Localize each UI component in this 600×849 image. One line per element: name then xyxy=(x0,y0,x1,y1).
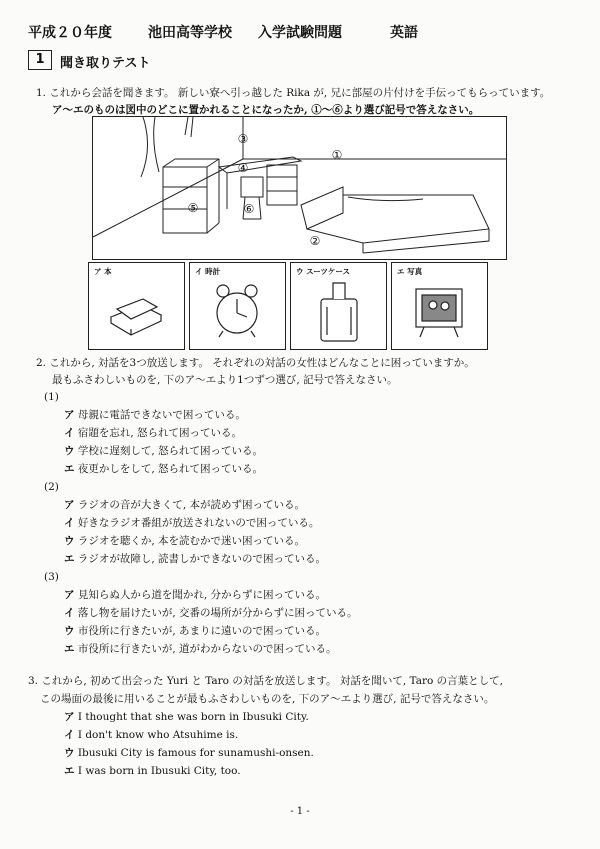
suitcase-icon xyxy=(291,277,386,347)
q2-instruction-2: 最もふさわしいものを, 下のア～エより1つずつ選び, 記号で答えなさい。 xyxy=(52,374,398,386)
q2-3-option-a: ア 見知らぬ人から道を聞かれ, 分からずに困っている。 xyxy=(64,589,327,601)
q2-group-3-number: (3) xyxy=(44,571,59,583)
page-number: - 1 - xyxy=(290,806,310,817)
position-marker-6: ⑥ xyxy=(243,202,255,216)
q2-2-option-a: ア ラジオの音が大きくて, 本が読めず困っている。 xyxy=(64,499,306,511)
q1-instruction-1: 1. これから会話を聞きます。 新しい寮へ引っ越した Rika が, 兄に部屋の片付けを手伝ってもらっています。 xyxy=(36,87,551,99)
q2-1-option-a: ア 母親に電話できないで困っている。 xyxy=(64,409,246,421)
q1-instruction-2: ア～エのものは図中のどこに置かれることになったか, ①～⑥より選び記号で答えなさい。 xyxy=(52,104,480,116)
subject-name: 英語 xyxy=(390,25,418,41)
q2-3-option-c: ウ 市役所に行きたいが, あまりに遠いので困っている。 xyxy=(64,625,327,637)
position-marker-1: ① xyxy=(331,148,343,162)
position-marker-2: ② xyxy=(309,234,321,248)
exam-year: 平成２０年度 xyxy=(28,25,112,41)
school-name: 池田高等学校 xyxy=(148,25,232,41)
room-illustration xyxy=(92,116,507,260)
section-number: 1 xyxy=(28,50,52,70)
item-card-books xyxy=(88,262,185,350)
q2-instruction-1: 2. これから, 対話を3つ放送します。 それぞれの対話の女性はどんなことに困っていますか。 xyxy=(36,357,475,369)
alarm-clock-icon xyxy=(190,277,285,347)
q3-option-d: エ I was born in Ibusuki City, too. xyxy=(64,765,241,777)
books-icon xyxy=(89,277,184,347)
q3-instruction-1: 3. これから, 初めて出会った Yuri と Taro の対話を放送します。 対話を聞いて, Taro の言葉として, xyxy=(28,675,503,687)
item-card-suitcase xyxy=(290,262,387,350)
position-marker-5: ⑤ xyxy=(187,201,199,215)
room-drawing xyxy=(93,117,506,259)
item-label-books: ア 本 xyxy=(94,267,112,276)
q2-1-option-c: ウ 学校に遅刻して, 怒られて困っている。 xyxy=(64,445,264,457)
q3-option-a: ア I thought that she was born in Ibusuki City. xyxy=(64,711,309,723)
item-label-clock: イ 時計 xyxy=(195,267,221,276)
q2-3-option-d: エ 市役所に行きたいが, 道がわからないので困っている。 xyxy=(64,643,337,655)
position-marker-3: ③ xyxy=(237,132,249,146)
section-title: 聞き取りテスト xyxy=(60,56,151,71)
q2-2-option-d: エ ラジオが故障し, 読書しかできないので困っている。 xyxy=(64,553,327,565)
exam-title: 入学試験問題 xyxy=(258,25,342,41)
q2-2-option-c: ウ ラジオを聴くか, 本を読むかで迷い困っている。 xyxy=(64,535,306,547)
item-card-clock xyxy=(189,262,286,350)
q3-instruction-2: この場面の最後に用いることが最もふさわしいものを, 下のア～エより選び, 記号で答えなさい。 xyxy=(40,693,495,705)
q2-3-option-b: イ 落し物を届けたいが, 交番の場所が分からずに困っている。 xyxy=(64,607,358,619)
position-marker-4: ④ xyxy=(237,161,249,175)
q3-option-c: ウ Ibusuki City is famous for sunamushi-onsen. xyxy=(64,747,314,759)
q2-1-option-b: イ 宿題を忘れ, 怒られて困っている。 xyxy=(64,427,243,439)
q3-option-b: イ I don't know who Atsuhime is. xyxy=(64,729,239,741)
photo-frame-icon xyxy=(392,277,487,347)
item-label-suitcase: ウ スーツケース xyxy=(296,267,350,276)
q2-group-1-number: (1) xyxy=(44,391,59,403)
q2-group-2-number: (2) xyxy=(44,481,59,493)
q2-1-option-d: エ 夜更かしをして, 怒られて困っている。 xyxy=(64,463,264,475)
item-label-photo: エ 写真 xyxy=(397,267,423,276)
q2-2-option-b: イ 好きなラジオ番組が放送されないので困っている。 xyxy=(64,517,320,529)
item-card-photo xyxy=(391,262,488,350)
